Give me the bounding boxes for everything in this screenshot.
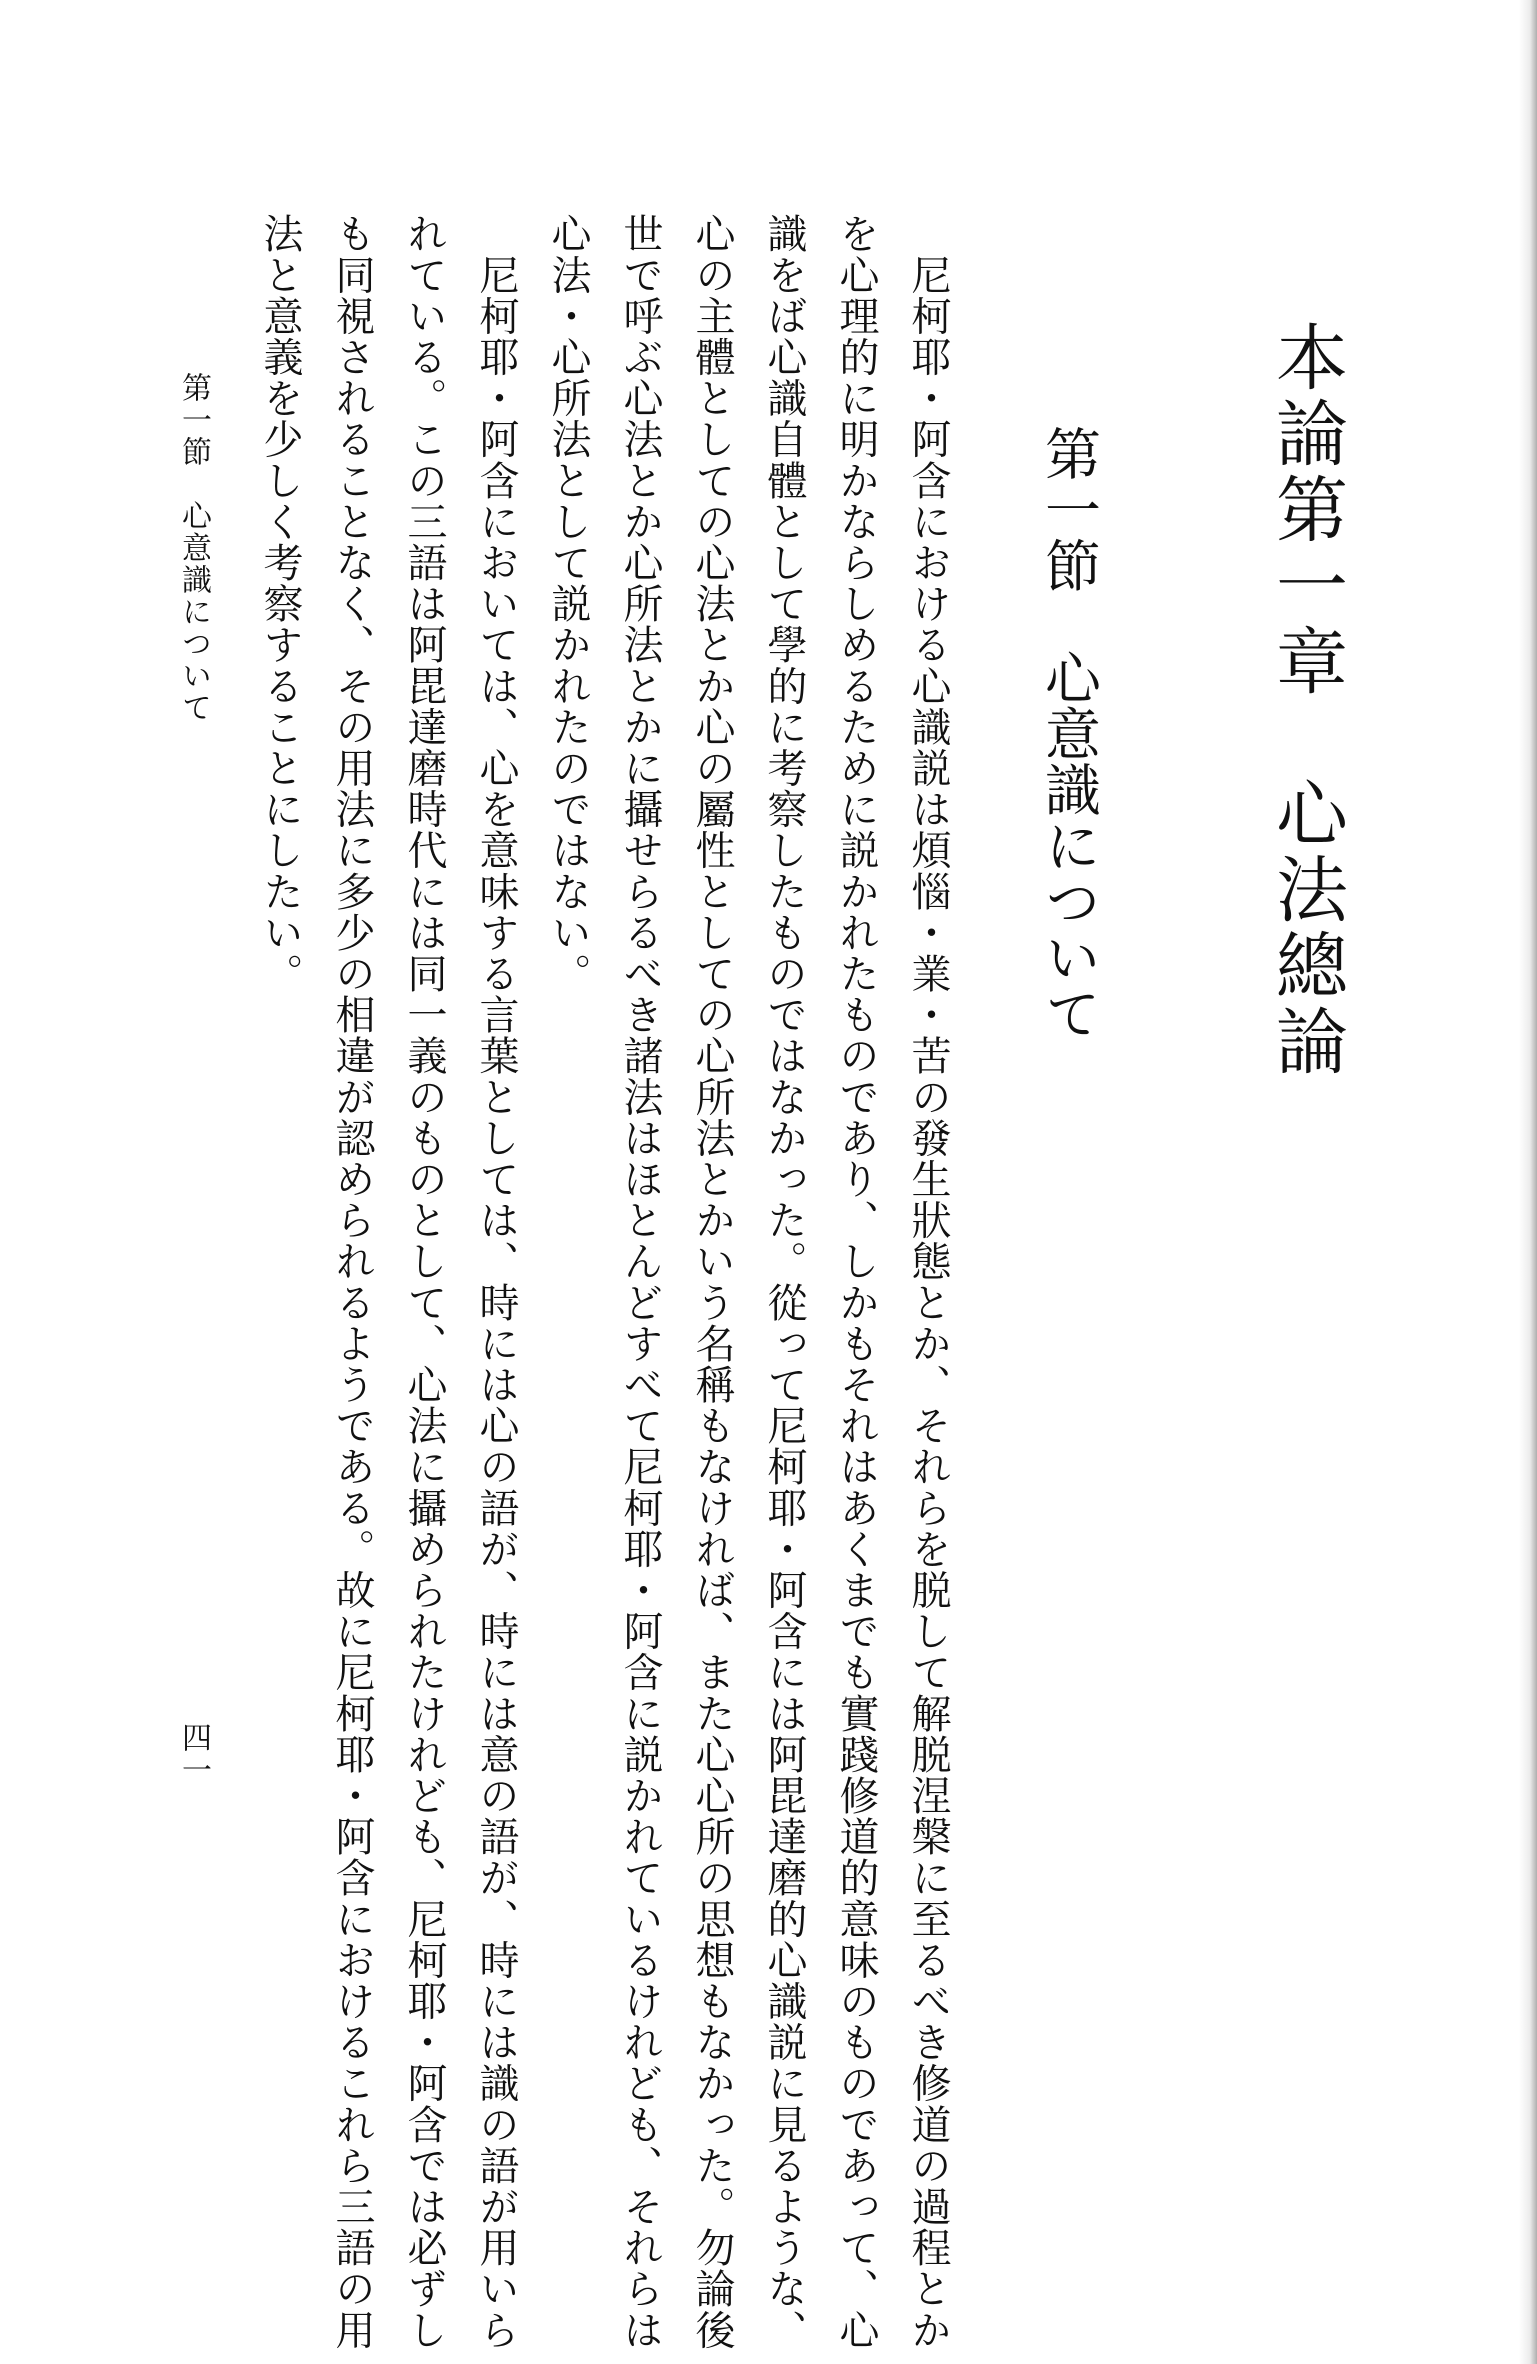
body-line-4: 心の主體としての心法とか心の屬性としての心所法とかいう名稱もなければ、また心心所の思想もなかった。勿論後	[689, 213, 735, 2351]
body-line-10: 法と意義を少しく考察することにしたい。	[257, 213, 303, 994]
body-line-8: れている。この三語は阿毘達磨時代には同一義のものとして、心法に攝められたけれども、尼柯耶・阿含では必ずし	[401, 213, 447, 2351]
chapter-title: 本論第一章 心法總論	[1264, 320, 1348, 1080]
body-line-7: 尼柯耶・阿含においては、心を意味する言葉としては、時には心の語が、時には意の語が、時には識の語が用いら	[473, 213, 519, 2351]
page-number: 四一	[176, 1722, 211, 1786]
running-header: 第一節 心意識について	[176, 372, 211, 724]
body-line-9: も同視されることなく、その用法に多少の相違が認められるようである。故に尼柯耶・阿含におけるこれら三語の用	[329, 213, 375, 2351]
page-edge-shadow	[1519, 0, 1537, 2364]
body-line-6: 心法・心所法として説かれたのではない。	[545, 213, 591, 994]
body-line-1: 尼柯耶・阿含における心識説は煩惱・業・苦の發生狀態とか、それらを脱して解脱涅槃に至るべき修道の過程とか	[905, 213, 951, 2351]
body-line-3: 識をば心識自體として學的に考察したものではなかった。從って尼柯耶・阿含には阿毘達磨的心識説に見るような、	[761, 213, 807, 2351]
section-title: 第一節 心意識について	[1036, 425, 1101, 1041]
body-line-5: 世で呼ぶ心法とか心所法とかに攝せらるべき諸法はほとんどすべて尼柯耶・阿含に説かれているけれども、それらは	[617, 213, 663, 2351]
body-line-2: を心理的に明かならしめるために説かれたものであり、しかもそれはあくまでも實踐修道的意味のものであって、心	[833, 213, 879, 2351]
